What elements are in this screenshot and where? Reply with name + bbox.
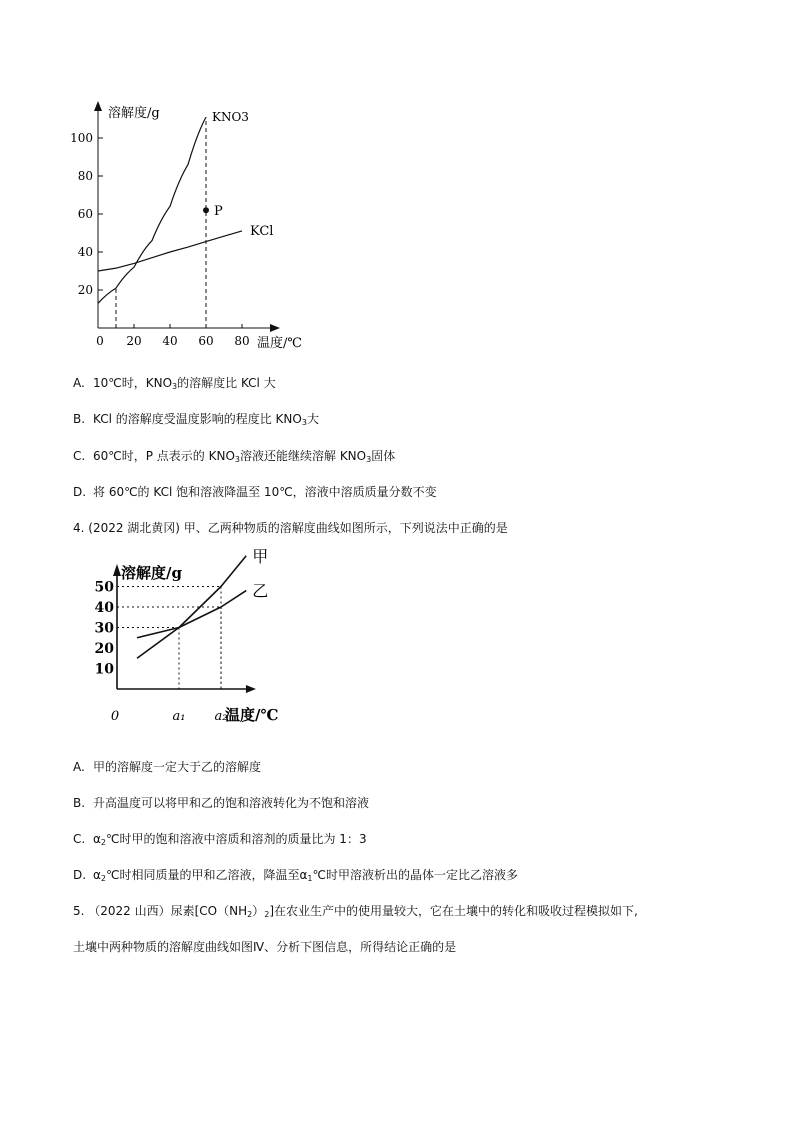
x-tick-label: 20 [126,334,142,348]
q5-stem-line2: 土壤中两种物质的溶解度曲线如图Ⅳ、分析下图信息，所得结论正确的是 [73,940,457,954]
series-curve-kcl [98,231,242,271]
q3-option-a: A. 10℃时，$KNO_3$的溶解度比 KCl 大 [73,376,276,391]
q4-option-c: C. $\alpha_2℃$时甲的饱和溶液中溶质和溶剂的质量比为 1：3 [73,832,367,847]
x-tick-label: 40 [162,334,178,348]
y-tick-label: 40 [94,600,114,616]
y-tick-label: 80 [77,169,93,183]
series-label-kno3: KNO3 [212,110,249,125]
y-tick-label: 10 [94,661,114,678]
y-tick-label: 60 [77,207,93,221]
y-tick-label: 40 [77,245,93,259]
series-curve-kno3 [98,117,206,303]
q4-option-d: D. $\alpha_2℃$时相同质量的甲和乙溶液，降温至$\alpha_1℃$时甲溶液析出的晶体一定比乙溶液多 [73,868,518,883]
solubility-chart-kno3-kcl [60,95,320,360]
series-label-jia: 甲 [252,546,269,566]
y-axis-label: 溶解度/g [108,106,160,121]
x-tick-label: 60 [198,334,214,348]
y-tick-label: 20 [77,283,93,297]
q4-stem: 4. (2022 湖北黄冈) 甲、乙两种物质的溶解度曲线如图所示，下列说法中正确的是 [73,521,508,535]
y-axis-label: 溶解度/g [121,564,182,582]
solubility-chart-jia-yi [92,546,307,728]
y-tick-label: 30 [94,620,114,637]
x-axis-label: 温度/℃ [257,336,302,351]
y-axis-arrow [94,101,102,111]
q3-option-d: D. 将 60℃的 KCl 饱和溶液降温至 10℃，溶液中溶质质量分数不变 [73,485,437,499]
q4-option-a: A. 甲的溶解度一定大于乙的溶解度 [73,760,262,774]
y-tick-label: 100 [70,131,93,145]
y-tick-label: 50 [94,579,114,596]
x-tick-label: a₂ [214,709,228,724]
y-axis-arrow [113,564,121,576]
point-p-label: P [214,204,223,220]
x-tick-label: a₁ [172,709,186,724]
chart2-svg [92,546,307,728]
q4-option-b: B. 升高温度可以将甲和乙的饱和溶液转化为不饱和溶液 [73,796,370,810]
x-axis-label: 温度/℃ [225,706,279,724]
x-axis-arrow [270,324,280,332]
q5-stem-line1: 5. （2022 山西）尿素$[CO(NH_2)_2]$在农业生产中的使用量较大，它在土壤中的转化和吸收过程模拟如下, [73,904,638,919]
x-tick-label: 0 [96,334,104,348]
q3-option-c: C. 60℃时，P 点表示的 $KNO_3$溶液还能继续溶解 $KNO_3$固体 [73,449,396,464]
x-axis-arrow [246,685,256,693]
q3-option-b: B. KCl 的溶解度受温度影响的程度比 $KNO_3$大 [73,412,319,427]
y-tick-label: 20 [94,641,114,657]
chart1-svg [60,95,320,360]
point-p [203,207,209,213]
x-tick-label: 80 [234,334,250,348]
x-tick-label: 0 [110,709,120,724]
series-label-yi: 乙 [252,581,269,601]
series-label-kcl: KCl [250,223,274,239]
